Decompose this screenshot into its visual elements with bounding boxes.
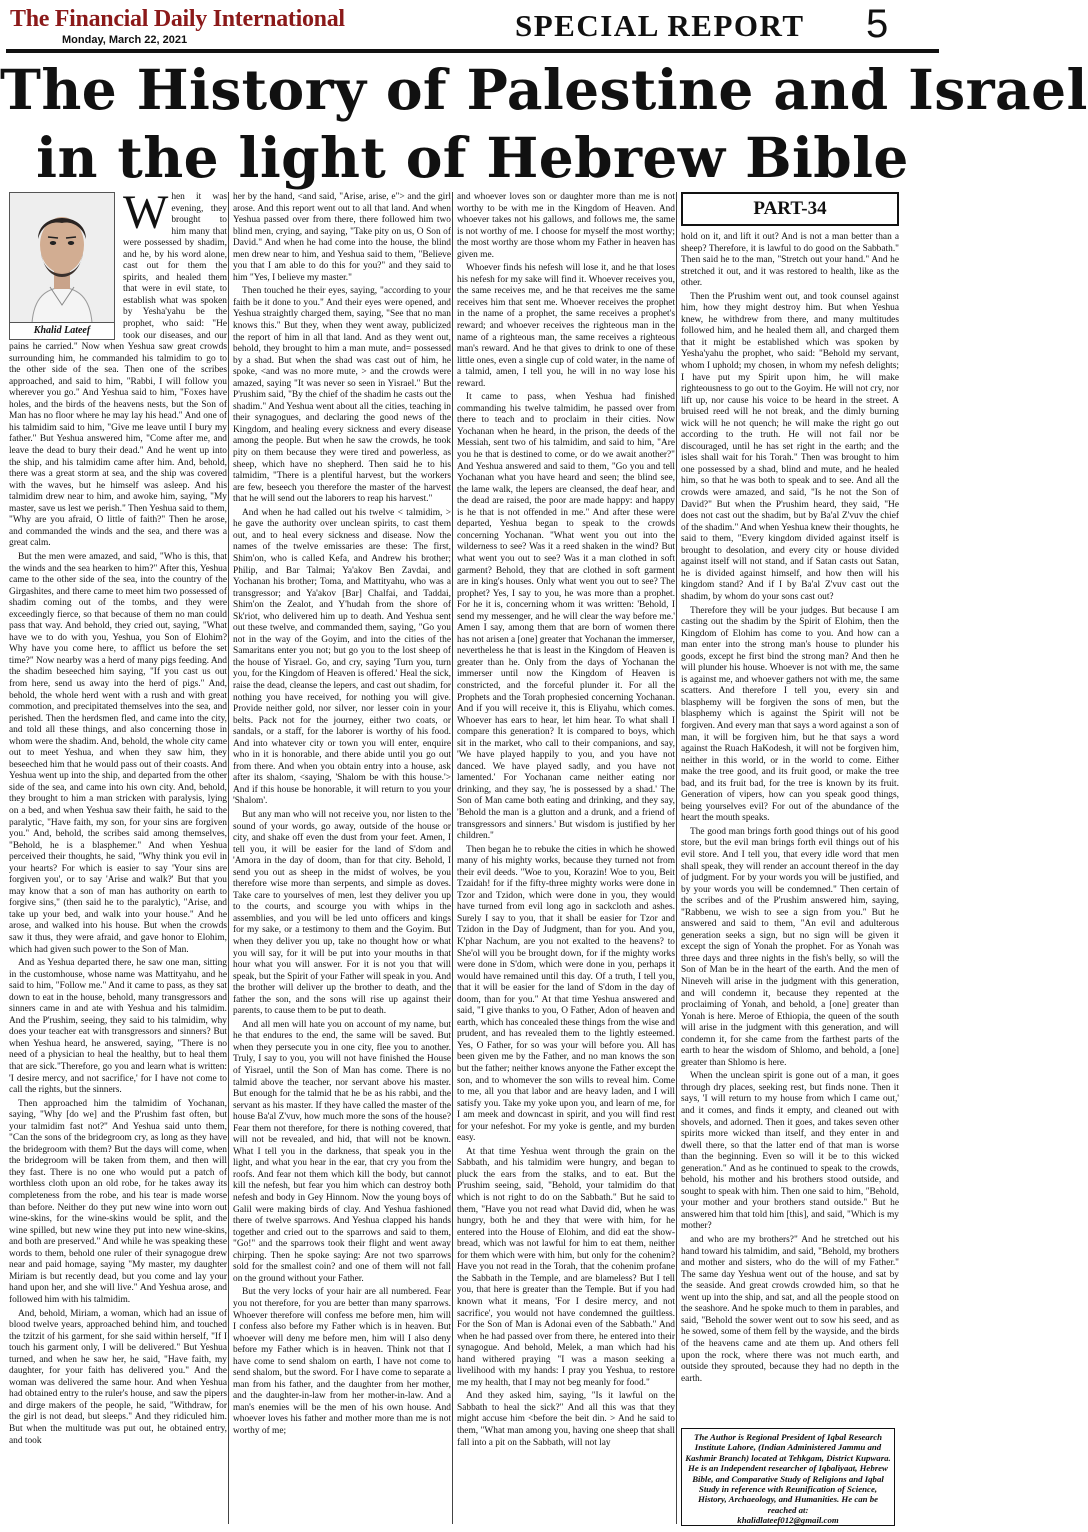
- header-rule: [6, 49, 939, 53]
- paragraph: But any man who will not receive you, nor listen to the sound of your words, go away, outside of the house or city, and shake off even the dust from your feet. Amen, I tell you, it will be easier for the land of S'dom and 'Amora in the day of doom, than for that city. Behold, I send you out as sheep in the midst of wolves, be you therefore wise more than serpents, and simple as doves. Take care to yourselves of men, lest they deliver you up to the courts, and scourge you with whips in the assemblies, and you will be led unto officers and kings for my sake, or a testimony to them and the Goyim. But when they deliver you up, take no thought how or what you will say, for it will be put into your mouths in that hour what you will answer. For it is not you that will speak, but the Spirit of your Father will speak in you. And the brother will deliver up the brother to death, and the father the son, and the sons will rise up against their parents, to cause them to be put to death.: [233, 809, 451, 1017]
- paragraph: And as Yeshua departed there, he saw one man, sitting in the customhouse, whose name was Mattityahu, and he said to him, "Follow me." And it came to pass, as they sat down to eat in the house, behold, many transgressors and sinners came in and ate with Yeshua and his talmidim. And the P'rushim, seeing, they said to his talmidim, why does your teacher eat with transgressors and sinners? But when Yeshua heard, he answered, saying, "There is no need of a physician to heal the healthy, but to heal them that are sick."Therefore, go you and learn what is written: 'I desire mercy, and not sacrifice,' for I have not come to call the rights, but the sinners.: [9, 958, 227, 1096]
- paragraph: her by the hand, <and said, "Arise, arise, e"> and the girl arose. And this report went out to all that land. And when Yeshua passed over from there, there followed him two blind men, crying, and saying, "Take pity on us, O Son of David." And when he had come into the house, the blind men drew near to him, and Yeshua said to them, "Believe you that I am able to do this for you?" and they said to him "Yes, I believe my master.": [233, 192, 451, 283]
- paragraph: Therefore they will be your judges. But because I am casting out the shadim by the Spirit of Elohim, then the Kingdom of Elohim has come to you. And how can a man enter into the strong man's house to plunder his goods, except he first bind the strong man? And then he will plunder his house. Whoever is not with me, the same is against me, and whoever gathers not with me, the same scatters. And therefore I tell you, every sin and blasphemy will be forgiven the sons of men, but the blasphemy which is against the Spirit will not be forgiven. And every man that says a word against a son of man, it will be forgiven him, but he that says a word against the Ruach HaKodesh, it will not be forgiven him, neither in this world, or in the world to come. Either make the tree good, and its fruit good, or make the tree bad, and its fruit bad, for the tree is known by its fruit. Generation of vipers, how can you speak good things, being yourselves evil? For out of the abundance of the heart the mouth speaks.: [681, 605, 899, 824]
- headline-line-2: in the light of Hebrew Bible: [36, 125, 909, 190]
- paragraph: But the men were amazed, and said, "Who is this, that the winds and the sea hearken to him?" After this, Yeshua came to the other side of the sea, into the country of the Girgashites, and there came to meet him two possessed of shadim coming out of the tombs, and they were exceedingly fierce, so that because of them no man could pass that way. And behold, they cried out, saying, "What have we to do with you, Yeshua, you Son of Elohim? Why have you come here, to afflict us before the set time?" Now nearby was a herd of many pigs feeding. And the shadim beseeched him saying, "If you cast us out from here, send us away into the herd of pigs." And, behold, the whole herd went with a rush and with great commotion, and precipitated themselves into the sea, and perished. Then the herdsmen fled, and came into the city, and told all these things, and also concerning those in whom were the shadim. And, behold, the whole city came out to meet Yeshua, and when they saw him, they beseeched him that he would pass out of their coasts. And Yeshua went up into the ship, and departed from the other side of the sea, and came into his own city. And, behold, they brought to him a man stricken with paralysis, lying on a bed, and when Yeshua saw their faith, he said to the paralytic, "Have faith, my son, for your sins are forgiven you." And, behold, the scribes said among themselves, "Behold, he is a blasphemer." And when Yeshua perceived their thoughts, he said, "Why think you evil in your hearts? For which is easier to say 'Your sins are forgiven you', or to say 'Arise and walk?' But that you may know that a son of man has authority on earth to forgive sins," (then said he to the paralytic), "Arise, and take up your bed, and walk into your house." And he arose, and walked into his house. But when the crowds saw it thus, they were afraid, and gave honor to Elohim, which had given such power to the Son of Man.: [9, 551, 227, 955]
- article-column-1: [9, 186, 227, 1520]
- page-number: 5: [866, 2, 889, 46]
- paragraph: and whoever loves son or daughter more than me is not worthy to be with me in the Kingdom of Heaven. And whoever takes not his gallows, and follows me, the same is not worthy of me. I choose for myself the most worthy; the most worthy are those whom my Father in heaven has given me.: [457, 192, 675, 260]
- author-portrait-icon: [10, 193, 114, 323]
- paragraph: And, behold, Miriam, a woman, which had an issue of blood twelve years, approached behind him, and touched the tzitzit of his garment, for she said within herself, "If I touch his garment only, I will be delivered." But Yeshua turned, and when he saw her, he said, "Have faith, my daughter, for your faith has delivered you." And the woman was delivered the same hour. And when Yeshua had obtained entry to the ruler's house, and saw the pipers and dirge makers of the people, he said, "Withdraw, for the girl is not dead, but sleeps." And they ridiculed him. But when the multitude was put out, he obtained entry, and took: [9, 1308, 227, 1446]
- publication-date: Monday, March 22, 2021: [62, 34, 188, 46]
- column-rule: [228, 192, 229, 1524]
- paragraph: and who are my brothers?" And he stretched out his hand toward his talmidim, and said, "Behold, my brothers and mother and sisters, who do the will of my Father." The same day Yeshua went out of the house, and sat by the seaside. And great crowds crowded him, so that he went up into the ship, and sat, and all the people stood on the seashore. And he spoke much to them in parables, and said, "Behold the sower went out to sow his seed, and as he sowed, some of them fell by the wayside, and the birds of the heavens came and ate them up. And others fell upon the rock, where there was not much earth, and outside they sprouted, because they had no depth in the earth.: [681, 1235, 899, 1384]
- paragraph: And they asked him, saying, "Is it lawful on the Sabbath to heal the sick?" And all this was that they might accuse him <before the beit din. > And he said to them, "What man among you, having one sheep that shall fall into a pit on the Sabbath, will not lay: [457, 1391, 675, 1448]
- masthead: [0, 0, 945, 50]
- paragraph: Then approached him the talmidim of Yochanan, saying, "Why [do we] and the P'rushim fast often, but your talmidim fast not?" And Yeshua said unto them, "Can the sons of the bridegroom cry, as long as they have the bridegroom with them? But the days will come, when the bridegroom will be taken from them, and then will they fast. There is no one who would put a patch of worthless cloth upon an old robe, for he takes away its completeness from the robe, and his tear is made worse than before. Neither do they put new wine into worn out wine-skins, for the wine-skins would be split, and the wine spilled, but new wine they put into new wine-skins, and both are preserved." And while he was speaking these words to them, behold one ruler of their synagogue drew near and paid homage, saying "My master, my daughter Miriam is but recently dead, but you come and lay your hand upon her, and she will live." And Yeshua arose, and followed him with his talmidim.: [9, 1098, 227, 1305]
- headline: [0, 56, 1088, 192]
- article-column-2: [233, 192, 451, 1520]
- part-label-box: PART-34: [681, 192, 899, 226]
- paragraph: The good man brings forth good things out of his good store, but the evil man brings forth evil things out of his evil store. And I tell you, that every idle word that men shall speak, they will render an account thereof in the day of judgment. For by your words you will be justified, and by your words you will be condemned." Then certain of the scribes and of the P'rushim answered him, saying, "Rabbenu, we wish to see a sign from you." But he answered and said to them, "An evil and adulterous generation seeks a sign, but no sign will be given it except the sign of Yonah the prophet. For as Yonah was three days and three nights in the fish's belly, so will the Son of Man be in the heart of the earth. And the men of Nineveh will arise in the judgment with this generation, and will condemn it, because they repented at the proclaiming of Yonah, and behold, a [one] greater than Yonah is here. Meroe of Ethiopia, the queen of the south will arise in the judgment with this generation, and will condemn it, for she came from the farthest parts of the earth to hear the wisdom of Shlomo, and behold, a [one] greater than Shlomo is here.: [681, 826, 899, 1068]
- paragraph: At that time Yeshua went through the grain on the Sabbath, and his talmidim were hungry, and began to pluck the ears from the stalks, and to eat. But the P'rushim seeing, said, "Behold, your talmidim do that which is not right to do on the Sabbath." But he said to them, "Have you not read what David did, when he was hungry, both he and they that were with him, for he entered into the House of Elohim, and did eat the show-bread, which was not lawful for him to eat them, neither for them which were with him, but only for the cohenim? Have you not read in the Torah, that the cohenim profane the Sabbath in the Temple, and are blameless? But I tell you, that here is greater than the Temple. But if you had known what it means, 'For I desire mercy, and not sacrifice', you would not have condemned the guiltless. For the Son of Man is Adonai even of the Sabbath." And when he had passed over from there, he entered into their synagogue. And behold, Melek, a man which had his hand withered praying "I was a mason seeking a livelihood with my hands: I pray you Yeshua, to restore me my health, that I may not beg meanly for food.": [457, 1146, 675, 1388]
- author-bio-text: The Author is Regional President of Iqbal Research Institute Lahore, (Indian Administered Jammu and Kashmir Branch) located at Tehkgam, District Kupwara. He is an Independent researcher of Iqbaliyaat, Hebrew Bible, and Comparative Study of Religions and Iqbal Study in reference with Reunification of Science, History, Archaeology, and Humanities. He can be reached at:: [685, 1432, 891, 1515]
- paragraph: Then began he to rebuke the cities in which he showed many of his mighty works, because they turned not from their evil deeds. "Woe to you, Korazin! Woe to you, Beit Tzaidah! for if the fifty-three mighty works were done in Tzor and Tzidon, which were done in you, they would have turned from evil long ago in sackcloth and ashes. Surely I say to you, that it shall be easier for Tzor and Tzidon in the Day of Judgment, than for you. And you, K'phar Nachum, are you not exalted to the heavens? to She'ol will you be brought down, for if the mighty works were done in S'dom, which were done in you, perhaps it would have remained until this day. Of a truth, I tell you, that it will be easier for the land of S'dom in the day of doom, than for you." At that time Yeshua answered and said, "I give thanks to you, O Father, Adon of heaven and earth, which has concealed these things from the wise and prudent, and has revealed them to the lightly esteemed. Yes, O Father, for so was your will before you. All has been given me by the Father, and no man knows the son but the father; neither knows anyone the Father except the son, and to whomever the son wills to reveal him. Come to me, all you that labor and are heavy laden, and I will satisfy you. Take my yoke upon you, and learn of me, for I am meek and downcast in spirit, and you will find rest for your nefeshot. For my yoke is gentle, and my burden easy.: [457, 844, 675, 1144]
- section-title: SPECIAL REPORT: [515, 8, 805, 43]
- paragraph: And all men will hate you on account of my name, but he that endures to the end, the same will be saved. But when they persecute you in one city, flee you to another. Truly, I say to you, you will not have finished the House of Yisrael, until the Son of Man has come. There is no talmid above the teacher, nor servant above his master. But enough for the talmid that he be as his rabbi, and the servant as his master. If they have called the master of the house Ba'al Z'vuv, how much more the sons of the house? Fear them not therefore, for there is nothing covered, that will not be revealed, and hid, that will not be known. What I tell you in the darkness, that speak you in the light, and what you hear in the ear, that cry you from the roofs. And fear not them which kill the body, but cannot kill the nefesh, but fear you him which can destroy both nefesh and body in Gey Hinnom. Now the young boys of Galil were making birds of clay. And Yeshua fashioned there of twelve sparrows. And Yeshua clapped his hands together and cried out to the sparrows and said to them, "Go!" and the sparrows took their flight and went away chirping. Then he spoke saying: Are not two sparrows sold for the smallest coin? and one of them will not fall on the ground without your Father.: [233, 1019, 451, 1284]
- drop-cap: W: [123, 186, 169, 239]
- author-bio-box: [681, 1428, 895, 1526]
- author-photo: [9, 192, 115, 340]
- paragraph: Then touched he their eyes, saying, "according to your faith be it done to you." And their eyes were opened, and Yeshua straightly charged them, saying, "See that no man knows this." But they, when they went away, publicized the report of him in all that land. And as they went out, behold, they brought to him a man mute, and= possessed by a shad. But when the shad was cast out of him, he spoke, <and was no more mute, > and the crowds were amazed, saying "It was never so seen in Yisrael." But the P'rushim said, "By the chief of the shadim he casts out the shadim." And Yeshua went about all the cities, teaching in their synagogues, and declaring the good news of the Kingdom, and healing every sickness and every disease among the people. But when he saw the crowds, he took pity on them because they were tired and powerless, as sheep, which have no shepherd. Then said he to his talmidim, "There is a plentiful harvest, but the workers are few, beseech you therefore the master of the harvest that he will send out the laborers to reap his harvest.": [233, 286, 451, 505]
- paragraph: But the very locks of your hair are all numbered. Fear you not therefore, for you are better than many sparrows. Whoever therefore will confess me before men, him will I confess also before my Father which is in heaven. But whoever will deny me before men, him will I also deny before my Father which is in heaven. Think not that I have come to send shalom on earth, I have not come to send shalom, but the sword. For I have come to separate a man from his father, and the daughter from her mother, and the daughter-in-law from her mother-in-law. And a man's enemies will be the men of his own house. And whoever loves his father and mother more than me is not worthy of me;: [233, 1287, 451, 1436]
- paragraph: When the unclean spirit is gone out of a man, it goes through dry places, seeking rest, but finds none. Then it says, 'I will return to my house from which I came out,' and it comes, and finds it empty, and cleaned out with shovels, and adorned. Then it goes, and takes seven other spirits more wicked than itself, and they enter in and dwell there, so that the latter end of that man is worse than the beginning. Even so will it be to this wicked generation." And as he continued to speak to the crowds, behold, his mother and his brothers stood outside, and sought to speak with him. Then one said to him, "Behold, your mother and your brothers stand outside." But he answered him that told him [this], and said, "Which is my mother?: [681, 1071, 899, 1232]
- headline-line-1: The History of Palestine and Israel: [0, 57, 1088, 122]
- paragraph: Then the P'rushim went out, and took counsel against him, how they might destroy him. But when Yeshua knew, he withdrew from there, and many multitudes followed him, and he healed them all, and charged them that it might be established which was spoken by Yesha'yahu the prophet, who said: "Behold my servant, whom I uphold; my chosen, in whom my nefesh delights; I have put my Spirit upon him, he will make righteousness to go out to the Goyim. He will not cry, nor lift up, nor cause his voice to be heard in the street. A bruised reed will he not break, and the dimly burning wick will he not quench; he will make the right go out according to the truth. He will not fail nor be discouraged, until he has set right in the earth; and the isles shall wait for his Torah." Then was brought to him one possessed by a shad, blind and mute, and he healed him, so that he was both to speak and to see. And all the crowds were amazed, and said, "Is he not the Son of David?" But when the P'rushim heard, they said, "He does not cast out the shadim, but by Ba'al Z'vuv the chief of the shadim." And when Yeshua knew their thoughts, he said to them, "Every kingdom divided against itself is brought to desolation, and every city or house divided against itself will not stand, and if Satan casts out Satan, he is divided against himself, and how then will his kingdom stand? And if I by Ba'al Z'vuv cast out the shadim, by whom do your sons cast out?: [681, 291, 899, 602]
- paragraph: Whoever finds his nefesh will lose it, and he that loses his nefesh for my sake will find it. Whoever receives you, the same receives me, and he that receives me the same receives him that sent me. Whoever receives the prophet in the name of a prophet, the same receives a prophet's reward; and whoever receives the righteous man in the name of a righteous man, the same receives a righteous man's reward. And he that gives to drink to one of these little ones, even a single cup of cold water, in the name of a talmid, amen, I tell you, he will in no way lose his reward.: [457, 263, 675, 389]
- publication-name: The Financial Daily International: [10, 6, 345, 32]
- lead-text: hen it was evening, they brought to him many that were possessed by shadim, and he, by his word alone, cast out for them the spirits, and healed them that were in evil state, to establish what was spoken by Yesha'yahu be the prophet, who said: "He took our diseases, and our pains he carried." Now when Yeshua saw great crowds surrounding him, he commanded his talmidim to go to the other side of the sea. Then one of the scribes approached, and said to him, "Rabbi, I will follow you wherever you go." And Yeshua said to him, "Foxes have holes, and the birds of the heavens nests, but the Son of Man has no floor where he may lay his head." And one of his talmidim said to him, "Give me leave until I bury my father." But Yeshua answered him, "Come after me, and leave the dead to bury their dead." And he went up into the ship, and his talmidim came after him. And, behold, there was a great storm at sea, and the ship was covered with the waves, but he himself was asleep. And his talmidim drew near to him, and awoke him, saying, "My master, save us lest we perish." Then Yeshua said to them, "Why are you afraid, O little of faith?" Then he arose, and commanded the winds and the sea, and there was a great calm.: [9, 192, 227, 549]
- column-rule: [452, 192, 453, 1524]
- article-column-3: [457, 192, 675, 1520]
- paragraph: And when he had called out his twelve < talmidim, > he gave the authority over unclean spirits, to cast them out, and to heal every sickness and disease. Now the names of the twelve emissaries are these: The first, Shim'on, who is called Kefa, and Andrew his brother; Philip, and Bar Talmai; Ya'akov Ben Zavdai, and Yochanan his brother; Toma, and Mattityahu, who was a transgressor; and Ya'akov [Bar] Chalfai, and Taddai, Shim'on the Zealot, and Y'hudah from the shore of Sk'riot, who delivered him up to death. And Yeshua sent out these twelve, and commanded them, saying, "Go you not in the way of the Goyim, and into the cities of the Samaritans enter you not; but go you to the lost sheep of the house of Yisrael. Go, and cry, saying 'Turn you, turn you, for the Kingdom of Heaven is offered.' Heal the sick, raise the dead, cleanse the lepers, and cast out shadim, for nothing you have received, for nothing you will give. Provide neither gold, nor silver, nor lesser coin in your belts. Pack not for the journey, either two coats, or sandals, or a staff, for the laborer is worthy of his food. And into whatever city or town you will enter, enquire who in it is honorable, and there abide until you go out from there. And when you obtain entry into a house, ask after its shalom, <saying, 'Shalom be with this house.'> And if this house be honorable, it will return to you your 'Shalom'.: [233, 507, 451, 807]
- column-rule: [676, 192, 677, 1524]
- paragraph: hold on it, and lift it out? And is not a man better than a sheep? Therefore, it is lawful to do good on the Sabbath." Then said he to the man, "Stretch out your hand." And he stretched it out, and it was restored to health, like as the other.: [681, 232, 899, 289]
- paragraph: It came to pass, when Yeshua had finished commanding his twelve talmidim, he passed over from there to teach and to proclaim in their cities. Now Yochanan when he heard, in the prison, the deeds of the Messiah, sent two of his talmidim, and said to him, "Are you he that is destined to come, or do we await another?" And Yeshua answered and said to them, "Go you and tell Yochanan what you have heard and seen; the blind see, the lame walk, the lepers are cleansed, the deaf hear, and the dead are raised, the poor are made happy: and happy is he that is not offended in me." And after these were departed, Yeshua began to speak to the crowds concerning Yochanan. "What went you out into the wilderness to see? Was it a reed shaken in the wind? But what went you out to see? Was it a man clothed in soft garment? Behold, they that are clothed in soft garment are in king's houses. Only what went you out to see? The prophet? Yes, I say to you, he was more than a prophet. For he it is, concerning whom it was written: 'Behold, I send my messenger, and he will clear the way before me.' Amen I say, among them that are born of women there has not arisen a [one] greater that Yochanan the immerser, nevertheless he that is least in the Kingdom of Heaven is greater than he. Only from the days of Yochanan the immerser until now the Kingdom of Heaven is constricted, and the forceful plunder it. For all the Prophets and the Torah prophesied concerning Yochanan. And if you will receive it, this is Eliyahu, which comes. Whoever has ears to hear, let him hear. To what shall I compare this generation? It is compared to boys, which sit in the market, who call to their companions, and say, 'We have played happily to you, and you have not danced. We have played sadly, and you have not lamented.' For Yochanan came neither eating nor drinking, and they say, 'he is possessed by a shad.' The Son of Man came both eating and drinking, and they say, 'Behold the man is a glutton and a drunk, and a friend of transgressors and sinners.' But wisdom is justified by her children.": [457, 392, 675, 842]
- author-name-caption: Khalid Lateef: [10, 322, 114, 339]
- article-column-4: [681, 232, 899, 1422]
- author-email[interactable]: khalidlateef012@gmail.com: [737, 1515, 839, 1526]
